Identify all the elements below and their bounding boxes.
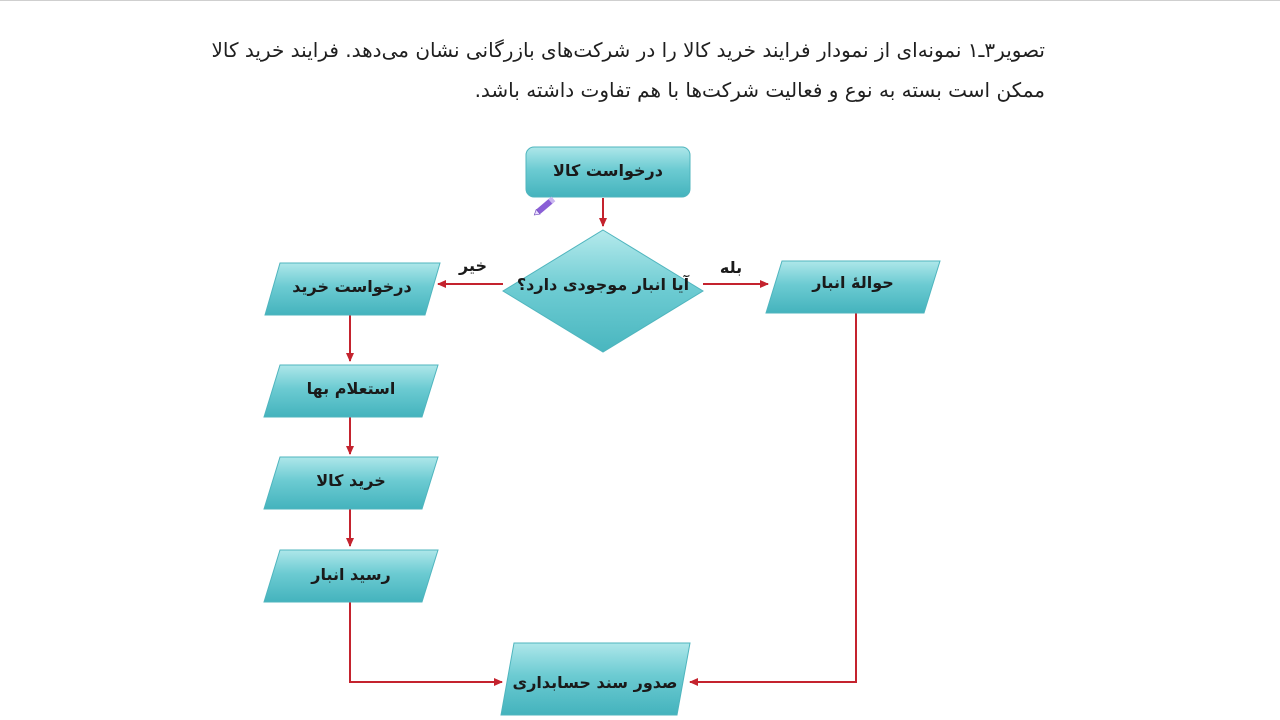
end-label: صدور سند حسابداری bbox=[512, 673, 678, 692]
no-step-label-1: درخواست خرید bbox=[292, 277, 412, 296]
caption-line-2: ممکن است بسته به نوع و فعالیت شرکت‌ها با هم تفاوت داشته باشد. bbox=[474, 78, 1045, 102]
end-box bbox=[501, 643, 690, 715]
no-step-label-2: استعلام بها bbox=[306, 379, 396, 398]
no-step-label-4: رسید انبار bbox=[311, 565, 391, 584]
no-label: خیر bbox=[458, 256, 488, 275]
arrow-yes-to-end bbox=[690, 313, 856, 682]
yes-step-box bbox=[766, 261, 940, 313]
decision-label: آیا انبار موجودی دارد؟ bbox=[516, 275, 690, 294]
no-step-box-1 bbox=[265, 263, 440, 315]
no-step-label-3: خرید کالا bbox=[316, 471, 386, 490]
no-step-box-2 bbox=[264, 365, 438, 417]
no-step-box-4 bbox=[264, 550, 438, 602]
decision-diamond bbox=[503, 230, 703, 352]
arrow-step4-to-end bbox=[350, 602, 502, 682]
start-box bbox=[526, 147, 690, 197]
pen-icon[interactable] bbox=[530, 192, 560, 220]
yes-label: بله bbox=[719, 258, 743, 277]
no-step-box-3 bbox=[264, 457, 438, 509]
start-label: درخواست کالا bbox=[553, 161, 663, 180]
yes-step-label: حوالهٔ انبار bbox=[812, 273, 894, 292]
caption-line-1: تصویر۳ـ۱ نمونه‌ای از نمودار فرایند خرید کالا را در شرکت‌های بازرگانی نشان می‌دهد. فرایند خرید کالا bbox=[211, 38, 1045, 62]
